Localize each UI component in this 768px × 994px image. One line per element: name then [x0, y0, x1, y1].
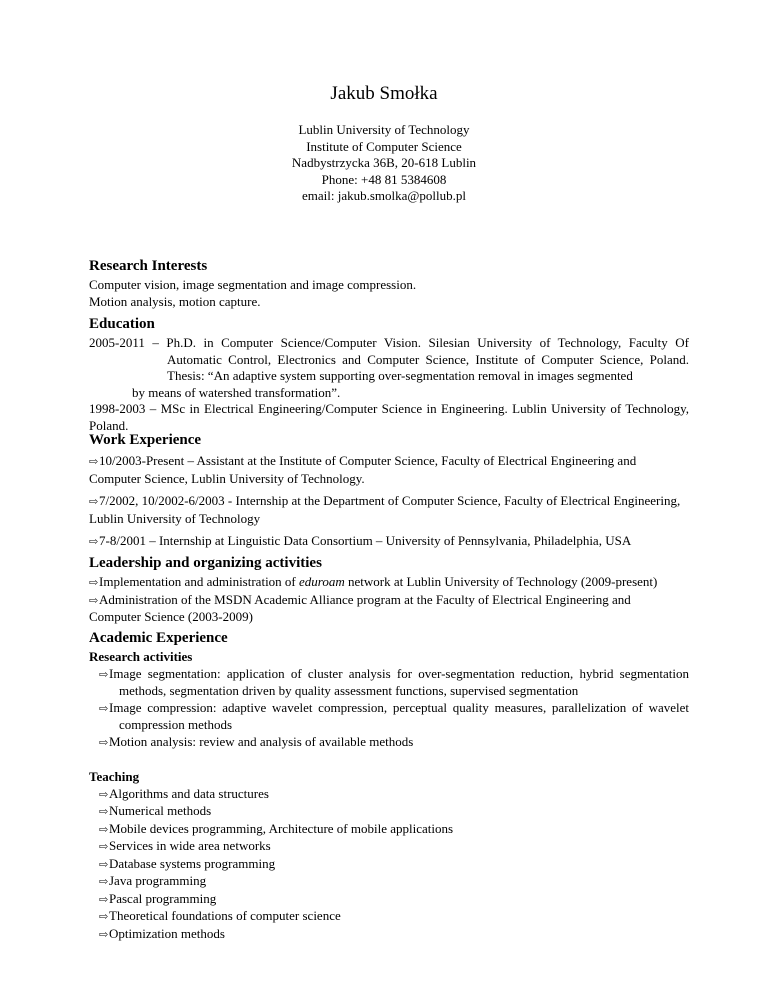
- leadership-item: ⇨Administration of the MSDN Academic Alliance program at the Faculty of Electrical Engineering and: [89, 592, 689, 610]
- arrow-bullet-icon: ⇨: [99, 823, 109, 836]
- contact-institution: Lublin University of Technology: [298, 122, 470, 137]
- research-activities-heading: Research activities: [89, 649, 193, 664]
- contact-block: [0, 122, 768, 205]
- teaching-item: ⇨Numerical methods: [89, 803, 689, 821]
- education-phd-line: 2005-2011 – Ph.D. in Computer Science/Computer Vision. Silesian University of Technology, Faculty Of: [89, 335, 689, 350]
- leadership-item: ⇨Implementation and administration of eduroam network at Lublin University of Technology (2009-present): [89, 574, 689, 592]
- leadership-item-line: Computer Science (2003-2009): [89, 609, 253, 624]
- teaching-item: ⇨Java programming: [89, 873, 689, 891]
- teaching-item: ⇨Database systems programming: [89, 856, 689, 874]
- work-heading: Work Experience: [89, 432, 202, 448]
- work-item-line: Lublin University of Technology: [89, 510, 261, 526]
- work-item-line: 7-8/2001 – Internship at Linguistic Data Consortium – University of Pennsylvania, Philadelphia, USA: [99, 533, 632, 548]
- arrow-bullet-icon: ⇨: [99, 668, 109, 681]
- contact-phone: Phone: +48 81 5384608: [321, 171, 447, 187]
- arrow-bullet-icon: ⇨: [89, 496, 99, 508]
- research-activity-item: ⇨Motion analysis: review and analysis of available methods: [89, 734, 689, 752]
- research-section: [89, 258, 689, 310]
- contact-institute: Institute of Computer Science: [306, 138, 462, 154]
- work-item-line: 7/2002, 10/2002-6/2003 - Internship at the Department of Computer Science, Faculty of Electrical Engineering,: [99, 493, 681, 508]
- person-name: Jakub Smołka: [330, 83, 438, 104]
- teaching-item: ⇨Theoretical foundations of computer science: [89, 908, 689, 926]
- education-msc-line: 1998-2003 – MSc in Electrical Engineering/Computer Science in Engineering. Lublin University of Technology,: [89, 401, 689, 416]
- arrow-bullet-icon: ⇨: [99, 736, 109, 749]
- research-activity-item: ⇨Image compression: adaptive wavelet compression, perceptual quality measures, parallelization of wavelet compression methods: [99, 699, 689, 732]
- education-heading: Education: [89, 316, 155, 332]
- contact-email: email: jakub.smolka@pollub.pl: [302, 188, 466, 203]
- teaching-item: ⇨Mobile devices programming, Architecture of mobile applications: [89, 821, 689, 839]
- teaching-item: ⇨Optimization methods: [89, 926, 689, 944]
- research-line: Motion analysis, motion capture.: [89, 293, 261, 309]
- arrow-bullet-icon: ⇨: [89, 456, 99, 468]
- education-phd-line: Thesis: “An adaptive system supporting over-segmentation removal in images segmented: [167, 368, 633, 383]
- leadership-section: [89, 555, 689, 626]
- contact-address: Nadbystrzycka 36B, 20-618 Lublin: [291, 155, 477, 170]
- research-activity-item: ⇨Image segmentation: application of cluster analysis for over-segmentation reduction, hybrid segmentation methods, segmentation driven by quality assessment functions, supervised segmentation: [99, 665, 689, 698]
- education-phd-line: Automatic Control, Electronics and Computer Science, Institute of Computer Science, Poland.: [167, 351, 689, 367]
- leadership-heading: Leadership and organizing activities: [89, 555, 322, 571]
- work-item: [89, 533, 689, 551]
- research-heading: Research Interests: [89, 258, 208, 274]
- teaching-heading: Teaching: [89, 769, 140, 784]
- arrow-bullet-icon: ⇨: [99, 893, 109, 906]
- teaching-item: ⇨Services in wide area networks: [89, 838, 689, 856]
- work-item: [89, 493, 689, 527]
- work-item: [89, 453, 689, 487]
- education-msc-line: Poland.: [89, 417, 129, 433]
- work-item-line: 10/2003-Present – Assistant at the Institute of Computer Science, Faculty of Electrical Engineering and: [99, 453, 637, 468]
- education-phd-line: by means of watershed transformation”.: [132, 384, 341, 400]
- arrow-bullet-icon: ⇨: [99, 928, 109, 941]
- teaching-item: ⇨Algorithms and data structures: [89, 786, 689, 804]
- academic-heading: Academic Experience: [89, 630, 228, 646]
- research-line: Computer vision, image segmentation and image compression.: [89, 277, 417, 292]
- arrow-bullet-icon: ⇨: [99, 788, 109, 801]
- arrow-bullet-icon: ⇨: [99, 841, 109, 853]
- education-section: [89, 316, 689, 434]
- work-section: [89, 432, 689, 557]
- arrow-bullet-icon: ⇨: [99, 702, 109, 715]
- arrow-bullet-icon: ⇨: [89, 594, 99, 607]
- work-item-line: Computer Science, Lublin University of Technology.: [89, 470, 365, 486]
- arrow-bullet-icon: ⇨: [99, 858, 109, 871]
- arrow-bullet-icon: ⇨: [89, 577, 99, 589]
- academic-section: [89, 630, 689, 943]
- eduroam-term: eduroam: [299, 574, 345, 589]
- arrow-bullet-icon: ⇨: [89, 536, 99, 548]
- arrow-bullet-icon: ⇨: [99, 876, 109, 888]
- teaching-item: ⇨Pascal programming: [89, 891, 689, 909]
- arrow-bullet-icon: ⇨: [99, 911, 109, 923]
- arrow-bullet-icon: ⇨: [99, 806, 109, 818]
